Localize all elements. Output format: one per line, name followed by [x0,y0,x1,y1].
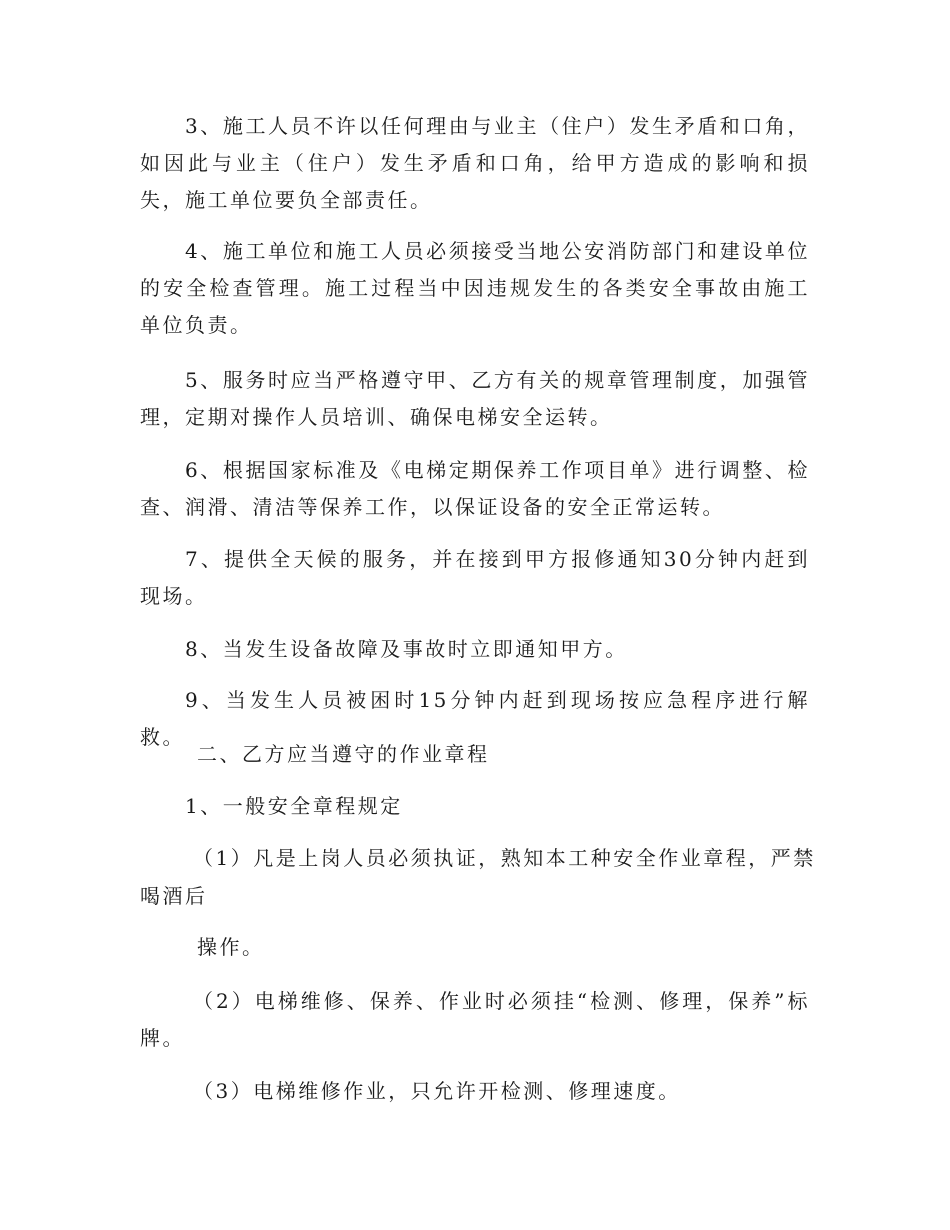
paragraph-item-4: 4、施工单位和施工人员必须接受当地公安消防部门和建设单位的安全检查管理。施工过程当中因违规发生的各类安全事故由施工单位负责。 [140,239,810,337]
paragraph-item-6: 6、根据国家标准及《电梯定期保养工作项目单》进行调整、检查、润滑、清洁等保养工作，以保证设备的安全正常运转。 [140,458,810,519]
paragraph-item-9: 9、当发生人员被困时15分钟内赶到现场按应急程序进行解救。 [140,688,810,749]
paragraph-item-8: 8、当发生设备故障及事故时立即通知甲方。 [185,637,628,661]
paragraph-item-3: 3、施工人员不许以任何理由与业主（住户）发生矛盾和口角，如因此与业主（住户）发生矛盾和口角，给甲方造成的影响和损失，施工单位要负全部责任。 [140,114,810,212]
paragraph-item-5: 5、服务时应当严格遵守甲、乙方有关的规章管理制度，加强管理，定期对操作人员培训、确保电梯安全运转。 [140,368,810,429]
rule-item-3: （3）电梯维修作业，只允许开检测、修理速度。 [193,1079,681,1103]
rule-item-1-line-1: （1）凡是上岗人员必须执证，熟知本工种安全作业章程，严禁 [193,846,816,870]
section-heading: 二、乙方应当遵守的作业章程 [197,742,490,766]
subsection-heading: 1、一般安全章程规定 [185,794,403,818]
rule-item-1-line-2: 喝酒后 [140,884,208,908]
paragraph-item-7: 7、提供全天候的服务，并在接到甲方报修通知30分钟内赶到现场。 [140,547,810,608]
rule-item-2: （2）电梯维修、保养、作业时必须挂“检测、修理，保养”标牌。 [140,989,810,1050]
rule-item-1-line-3: 操作。 [197,935,265,959]
